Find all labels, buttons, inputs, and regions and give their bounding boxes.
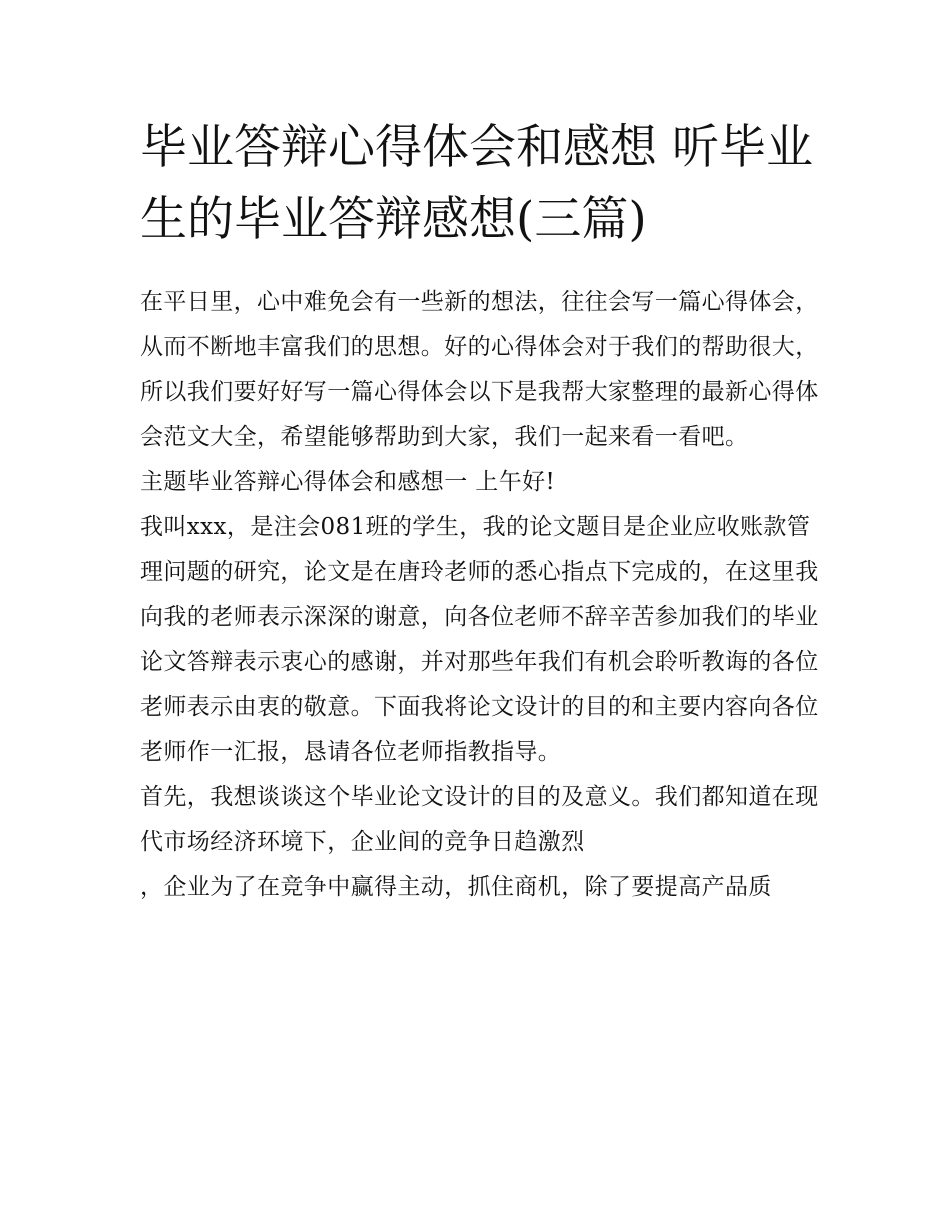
document-body: [140, 280, 820, 910]
paragraph-intro: 在平日里，心中难免会有一些新的想法，往往会写一篇心得体会，从而不断地丰富我们的思想。好的心得体会对于我们的帮助很大，所以我们要好好写一篇心得体会以下是我帮大家整理的最新心得体会范文大全，希望能够帮助到大家，我们一起来看一看吧。: [140, 289, 819, 450]
paragraph-topic-heading: 主题毕业答辩心得体会和感想一 上午好!: [140, 469, 556, 495]
paragraph-continuation: ，企业为了在竞争中赢得主动，抓住商机，除了要提高产品质: [140, 874, 772, 900]
document-title: 毕业答辩心得体会和感想 听毕业生的毕业答辩感想(三篇): [140, 120, 813, 247]
paragraph-purpose: 首先，我想谈谈这个毕业论文设计的目的及意义。我们都知道在现代市场经济环境下，企业间的竞争日趋激烈: [140, 784, 819, 855]
paragraph-self-introduction: 我叫xxx，是注会081班的学生，我的论文题目是企业应收账款管理问题的研究，论文是在唐玲老师的悉心指点下完成的，在这里我向我的老师表示深深的谢意，向各位老师不辞辛苦参加我们的毕业论文答辩表示衷心的感谢，并对那些年我们有机会聆听教诲的各位老师表示由衷的敬意。下面我将论文设计的目的和主要内容向各位老师作一汇报，恳请各位老师指教指导。: [140, 514, 819, 765]
